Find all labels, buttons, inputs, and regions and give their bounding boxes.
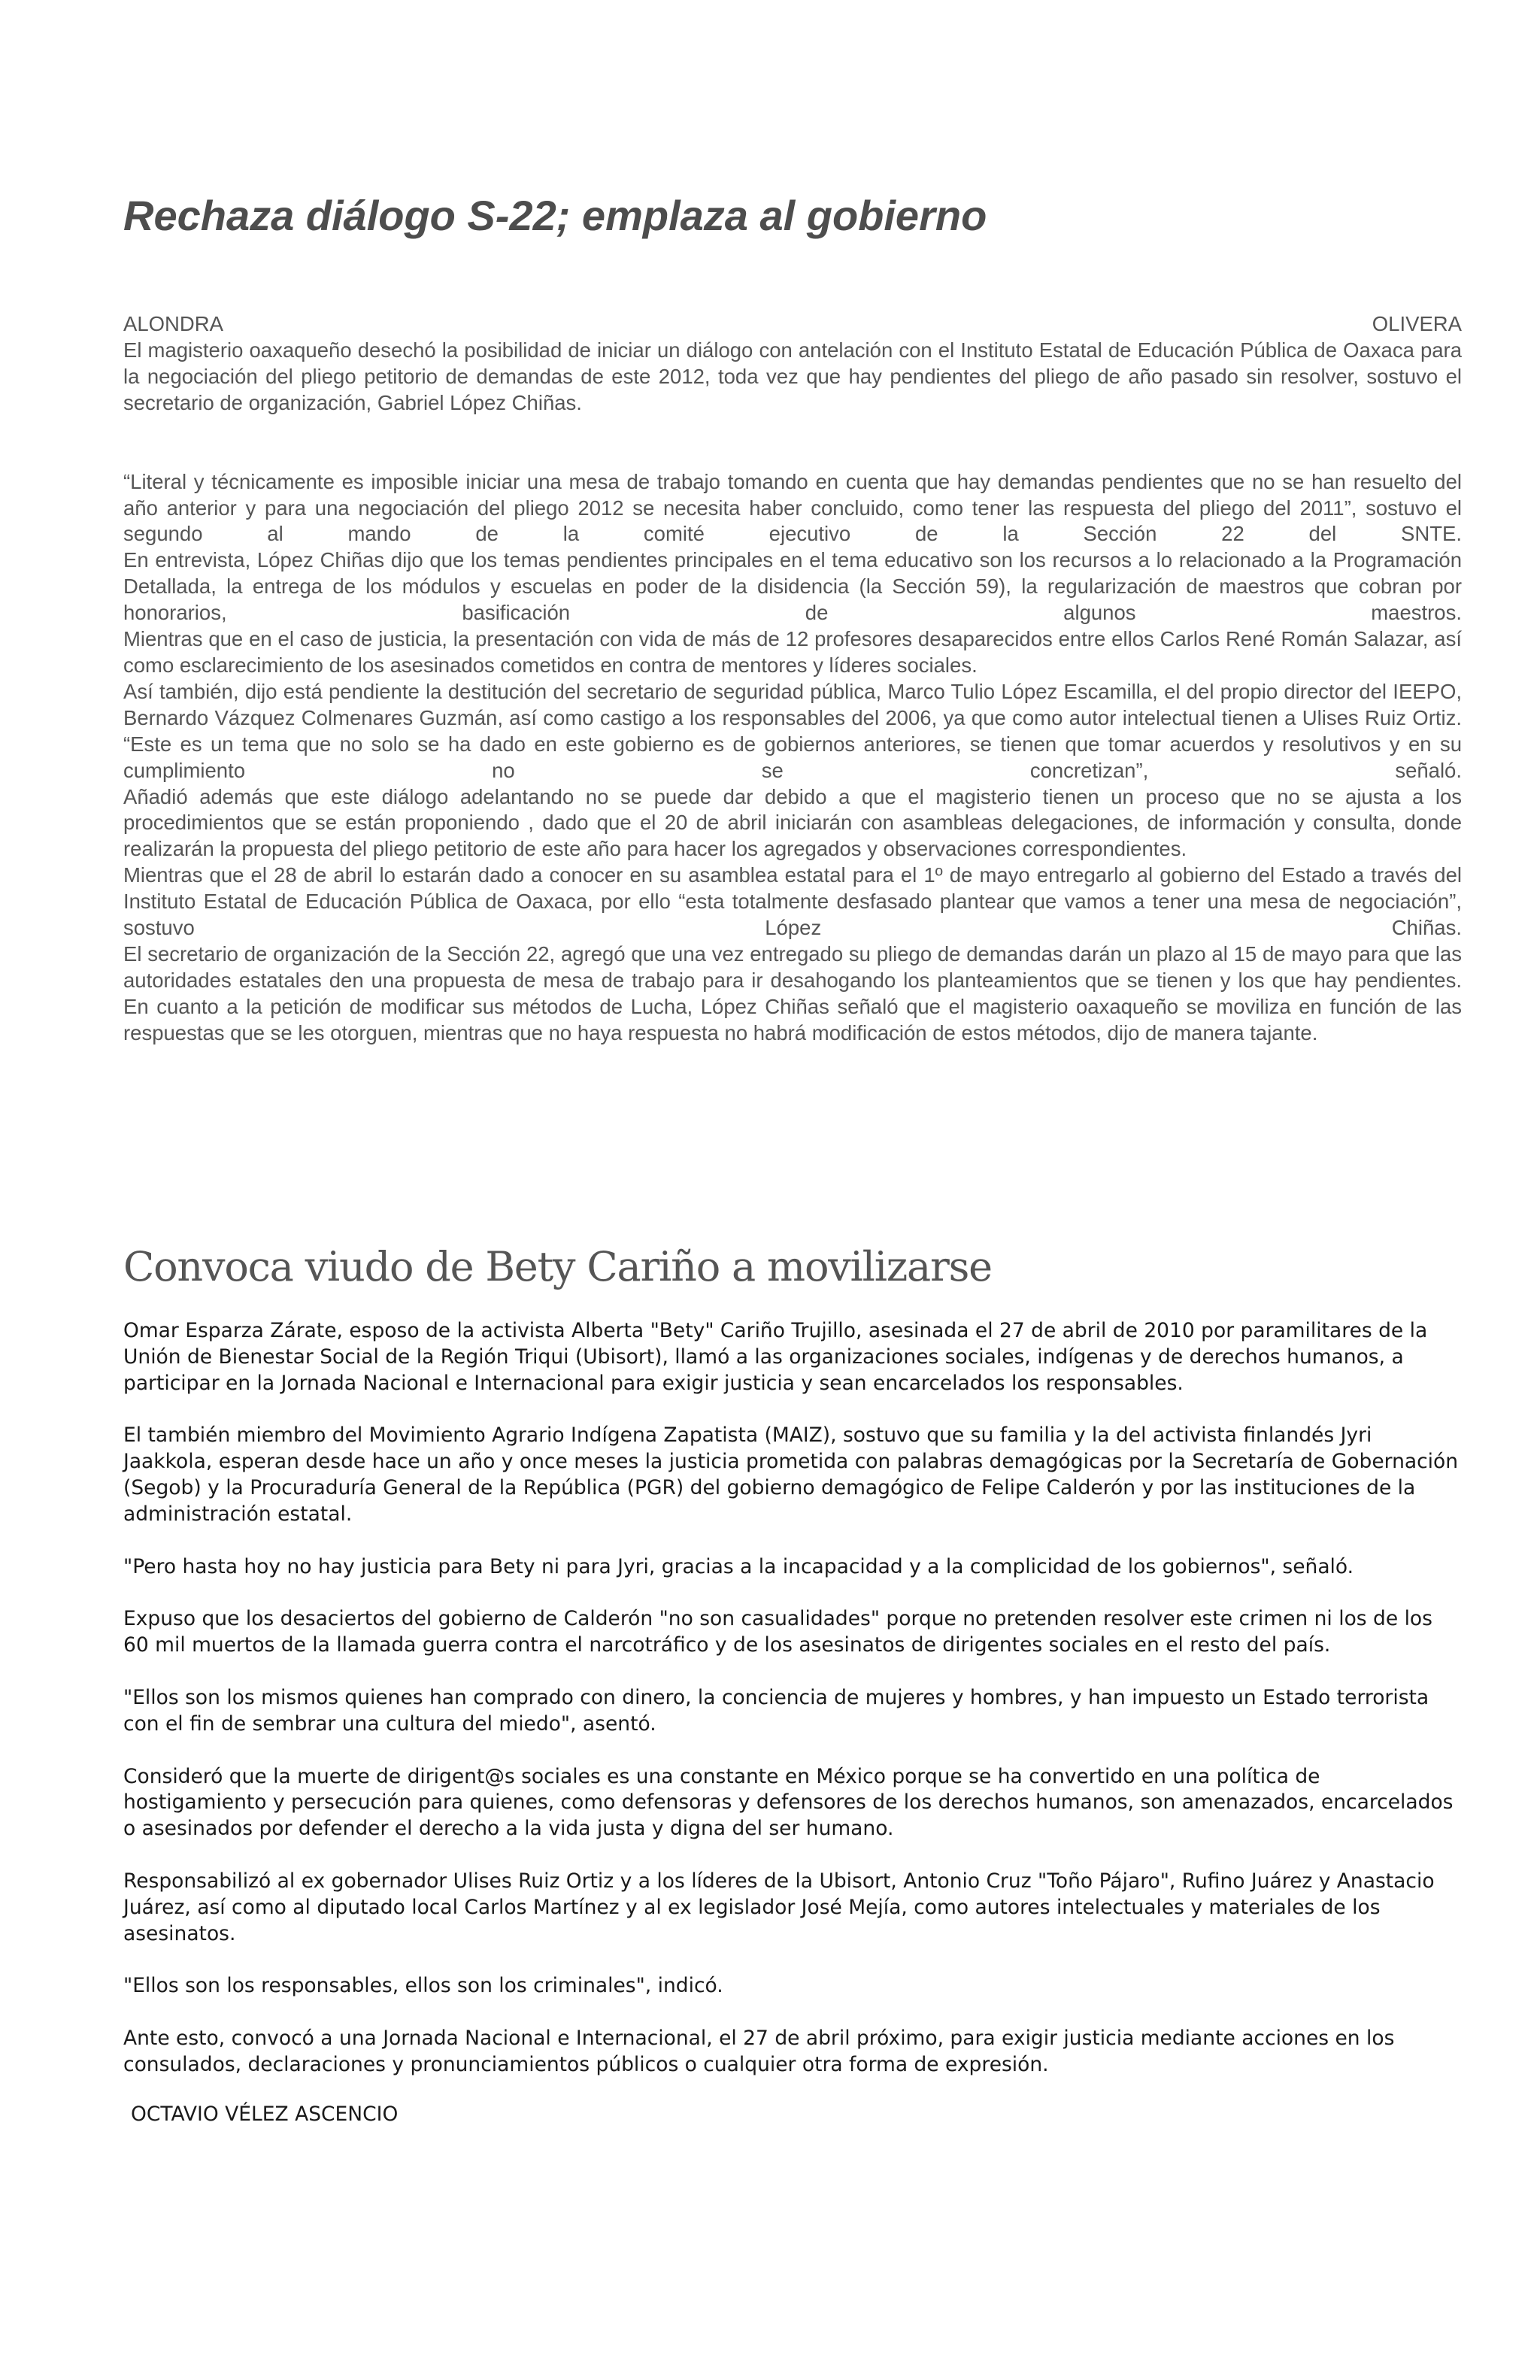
byline-last-name: OLIVERA (1372, 312, 1462, 335)
paragraph-gap (123, 417, 1462, 469)
article-2-paragraph: Ante esto, convocó a una Jornada Nacional e Internacional, el 27 de abril próximo, para exigir justicia mediante acciones en los consulados, declaraciones y pronunciamientos públicos o cualquier otra forma de expresión. (123, 2027, 1395, 2076)
article-2-paragraph: El también miembro del Movimiento Agrario Indígena Zapatista (MAIZ), sostuvo que su familia y la del activista finlandés Jyri Jaakkola, esperan desde hace un año y once meses la justicia prometida con palabras demagógicas por la Secretaría de Gobernación (Segob) y la Procuraduría General de la República (PGR) del gobierno demagógico de Felipe Calderón y por las instituciones de la administración estatal. (123, 1423, 1459, 1526)
article-2-paragraph: Expuso que los desaciertos del gobierno de Calderón "no son casualidades" porque no pretenden resolver este crimen ni los de los 60 mil muertos de la llamada guerra contra el narcotráfico y de los asesinatos de dirigentes sociales en el resto del país. (123, 1607, 1432, 1657)
article-2-paragraph: Omar Esparza Zárate, esposo de la activista Alberta "Bety" Cariño Trujillo, asesinada el 27 de abril de 2010 por paramilitares de la Unión de Bienestar Social de la Región Triqui (Ubisort), llamó a las organizaciones sociales, indígenas y de derechos humanos, a participar en la Jornada Nacional e Internacional para exigir justicia y sean encarcelados los responsables. (123, 1319, 1428, 1395)
article-1-byline (123, 311, 1462, 338)
article-1-paragraph: Así también, dijo está pendiente la destitución del secretario de seguridad pública, Marco Tulio López Escamilla, el del propio director del IEEPO, Bernardo Vázquez Colmenares Guzmán, así como castigo a los responsables del 2006, ya que como autor intelectual tienen a Ulises Ruiz Ortiz. (123, 679, 1462, 729)
article-1-lead: El magisterio oaxaqueño desechó la posibilidad de iniciar un diálogo con antelación con el Instituto Estatal de Educación Pública de Oaxaca para la negociación del pliego petitorio de demandas de este 2012, toda vez que hay pendientes del pliego de año pasado sin resolver, sostuvo el secretario de organización, Gabriel López Chiñas. (123, 338, 1462, 414)
byline-first-name: ALONDRA (123, 312, 223, 335)
article-2-paragraph: Responsabilizó al ex gobernador Ulises Ruiz Ortiz y a los líderes de la Ubisort, Antonio Cruz "Toño Pájaro", Rufino Juárez y Anastacio Juárez, así como al diputado local Carlos Martínez y al ex legislador José Mejía, como autores intelectuales y materiales de los asesinatos. (123, 1869, 1435, 1945)
article-1-paragraph: En entrevista, López Chiñas dijo que los temas pendientes principales en el tema educativo son los recursos a lo relacionado a la Programación Detallada, la entrega de los módulos y escuelas en poder de la disidencia (la Sección 59), la regularización de maestros que cobran por honorarios, basificación de algunos maestros. (123, 548, 1462, 625)
article-1-paragraph: “Literal y técnicamente es imposible iniciar una mesa de trabajo tomando en cuenta que hay demandas pendientes que no se han resuelto del año anterior y para una negociación del pliego 2012 se necesita haber concluido, como tener las respuesta del pliego del 2011”, sostuvo el segundo al mando de la comité ejecutivo de la Sección 22 del SNTE. (123, 469, 1462, 546)
article-1-paragraph: Añadió además que este diálogo adelantando no se puede dar debido a que el magisterio tienen un proceso que no se ajusta a los procedimientos que se están proponiendo , dado que el 20 de abril iniciarán con asambleas delegaciones, de información y consulta, donde realizarán la propuesta del pliego petitorio de este año para hacer los agregados y observaciones correspondientes. (123, 784, 1462, 861)
article-2-paragraph: "Ellos son los mismos quienes han comprado con dinero, la conciencia de mujeres y hombres, y han impuesto un Estado terrorista con el fin de sembrar una cultura del miedo", asentó. (123, 1685, 1429, 1736)
article-1-paragraph: En cuanto a la petición de modificar sus métodos de Lucha, López Chiñas señaló que el magisterio oaxaqueño se moviliza en función de las respuestas que se les otorguen, mientras que no haya respuesta no habrá modificación de estos métodos, dijo de manera tajante. (123, 994, 1462, 1044)
article-2-body (123, 1318, 1462, 2154)
article-2-paragraph: "Ellos son los responsables, ellos son los criminales", indicó. (123, 1974, 723, 1998)
article-1-paragraph: El secretario de organización de la Sección 22, agregó que una vez entregado su pliego de demandas darán un plazo al 15 de mayo para que las autoridades estatales den una propuesta de mesa de trabajo para ir desahogando los planteamientos que se tienen y los que hay pendientes. (123, 941, 1462, 992)
article-1-paragraph: Mientras que en el caso de justicia, la presentación con vida de más de 12 profesores desaparecidos entre ellos Carlos René Román Salazar, así como esclarecimiento de los asesinados cometidos en contra de mentores y líderes sociales. (123, 627, 1462, 677)
article-2-paragraph: Consideró que la muerte de dirigent@s sociales es una constante en México porque se ha convertido en una política de hostigamiento y persecución para quienes, como defensoras y defensores de los derechos humanos, son amenazados, encarcelados o asesinados por defender el derecho a la vida justa y digna del ser humano. (123, 1764, 1454, 1841)
article-1-paragraph: Mientras que el 28 de abril lo estarán dado a conocer en su asamblea estatal para el 1º de mayo entregarlo al gobierno del Estado a través del Instituto Estatal de Educación Pública de Oaxaca, por ello “esta totalmente desfasado plantear que vamos a tener una mesa de negociación”, sostuvo López Chiñas. (123, 863, 1462, 940)
article-2-signature: OCTAVIO VÉLEZ ASCENCIO (131, 2102, 399, 2126)
article-2-paragraph: "Pero hasta hoy no hay justicia para Bety ni para Jyri, gracias a la incapacidad y a la complicidad de los gobiernos", señaló. (123, 1554, 1354, 1578)
article-1-title: Rechaza diálogo S-22; emplaza al gobierno (123, 192, 987, 239)
article-1-paragraph: “Este es un tema que no solo se ha dado en este gobierno es de gobiernos anteriores, se tienen que tomar acuerdos y resolutivos y en su cumplimiento no se concretizan”, señaló. (123, 732, 1462, 782)
article-1-body (123, 311, 1462, 1047)
article-2-title: Convoca viudo de Bety Cariño a movilizarse (123, 1243, 992, 1290)
